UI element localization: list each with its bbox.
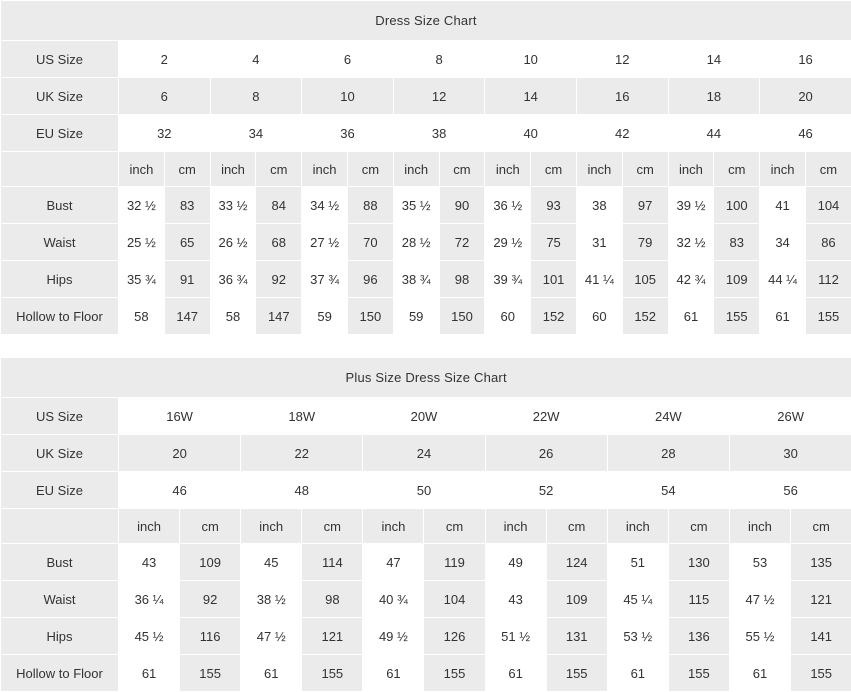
row-label-uk-size: UK Size [1,435,119,472]
table-cell: 58 [210,298,256,335]
table-cell: 10 [302,78,394,115]
table-cell: 50 [363,472,485,509]
unit-cell: inch [363,509,424,544]
table-cell: 90 [439,187,485,224]
table-cell: 61 [760,298,806,335]
table-cell: 46 [119,472,241,509]
table-cell: 42 [576,115,668,152]
table-cell: 130 [668,544,729,581]
row-label-hips: Hips [1,261,119,298]
chart-title: Plus Size Dress Size Chart [1,358,851,398]
table-cell: 88 [347,187,393,224]
table-cell: 96 [347,261,393,298]
table-cell: 40 [485,115,577,152]
table-cell: 155 [805,298,851,335]
table-cell: 30 [729,435,851,472]
unit-cell: inch [210,152,256,187]
table-cell: 51 [607,544,668,581]
table-cell: 35 ¾ [119,261,165,298]
dress-size-chart-table [0,0,851,335]
table-cell: 131 [546,618,607,655]
table-cell: 100 [714,187,760,224]
table-cell: 109 [180,544,241,581]
table-cell: 47 [363,544,424,581]
table-cell: 29 ½ [485,224,531,261]
row-label-hips: Hips [1,618,119,655]
table-cell: 43 [119,544,180,581]
table-cell: 49 [485,544,546,581]
table-cell: 2 [119,41,211,78]
unit-cell: inch [241,509,302,544]
table-cell: 43 [485,581,546,618]
table-cell: 70 [347,224,393,261]
table-cell: 16 [576,78,668,115]
table-cell: 147 [256,298,302,335]
table-row [1,509,851,544]
table-cell: 121 [791,581,851,618]
unit-cell: inch [393,152,439,187]
row-label-us-size: US Size [1,398,119,435]
table-cell: 34 [760,224,806,261]
table-row [1,1,851,41]
table-row [1,618,851,655]
table-cell: 60 [576,298,622,335]
unit-cell: cm [439,152,485,187]
table-cell: 119 [424,544,485,581]
unit-cell: cm [668,509,729,544]
row-label-waist: Waist [1,581,119,618]
table-cell: 109 [546,581,607,618]
table-cell: 86 [805,224,851,261]
table-cell: 58 [119,298,165,335]
table-cell: 8 [210,78,302,115]
unit-cell: cm [347,152,393,187]
table-cell: 56 [729,472,851,509]
unit-cell: inch [119,152,165,187]
table-cell: 36 ½ [485,187,531,224]
row-label-bust: Bust [1,544,119,581]
table-cell: 47 ½ [241,618,302,655]
table-row [1,41,851,78]
table-cell: 12 [576,41,668,78]
row-label-uk-size: UK Size [1,78,119,115]
table-cell: 38 [576,187,622,224]
table-cell: 32 ½ [668,224,714,261]
table-cell: 20 [760,78,851,115]
unit-cell: cm [424,509,485,544]
table-cell: 10 [485,41,577,78]
table-cell: 59 [302,298,348,335]
table-cell: 105 [622,261,668,298]
table-row [1,435,851,472]
table-cell: 155 [424,655,485,692]
table-cell: 61 [119,655,180,692]
table-cell: 27 ½ [302,224,348,261]
unit-cell: inch [119,509,180,544]
table-cell: 92 [256,261,302,298]
table-cell: 93 [531,187,577,224]
table-cell: 26 ½ [210,224,256,261]
row-label-empty [1,509,119,544]
table-cell: 32 ½ [119,187,165,224]
table-cell: 84 [256,187,302,224]
table-cell: 38 ¾ [393,261,439,298]
table-cell: 34 ½ [302,187,348,224]
table-cell: 98 [302,581,363,618]
table-cell: 6 [302,41,394,78]
table-cell: 14 [485,78,577,115]
table-row [1,224,851,261]
table-cell: 26 [485,435,607,472]
table-cell: 155 [668,655,729,692]
row-label-eu-size: EU Size [1,115,119,152]
table-cell: 155 [546,655,607,692]
table-cell: 152 [622,298,668,335]
table-row [1,398,851,435]
table-cell: 49 ½ [363,618,424,655]
table-cell: 104 [424,581,485,618]
table-cell: 112 [805,261,851,298]
table-cell: 91 [164,261,210,298]
table-cell: 61 [363,655,424,692]
table-row [1,187,851,224]
table-cell: 51 ½ [485,618,546,655]
table-cell: 155 [180,655,241,692]
table-cell: 75 [531,224,577,261]
dress-size-chart [0,0,851,335]
table-cell: 34 [210,115,302,152]
table-cell: 136 [668,618,729,655]
table-cell: 155 [714,298,760,335]
chart-title: Dress Size Chart [1,1,851,41]
table-cell: 155 [302,655,363,692]
row-label-hollow-to-floor: Hollow to Floor [1,655,119,692]
unit-cell: inch [760,152,806,187]
section-divider [0,335,851,357]
table-cell: 26W [729,398,851,435]
table-cell: 14 [668,41,760,78]
unit-cell: inch [607,509,668,544]
table-cell: 44 ¼ [760,261,806,298]
row-label-bust: Bust [1,187,119,224]
table-cell: 39 ¾ [485,261,531,298]
row-label-waist: Waist [1,224,119,261]
table-cell: 150 [347,298,393,335]
plus-size-dress-chart-table [0,357,851,692]
table-cell: 68 [256,224,302,261]
table-cell: 35 ½ [393,187,439,224]
table-cell: 44 [668,115,760,152]
table-row [1,78,851,115]
table-cell: 60 [485,298,531,335]
table-cell: 6 [119,78,211,115]
unit-cell: inch [576,152,622,187]
table-cell: 59 [393,298,439,335]
table-cell: 114 [302,544,363,581]
table-cell: 31 [576,224,622,261]
table-cell: 45 ½ [119,618,180,655]
table-cell: 121 [302,618,363,655]
table-row [1,115,851,152]
unit-cell: cm [531,152,577,187]
table-cell: 16W [119,398,241,435]
table-cell: 18 [668,78,760,115]
table-cell: 36 ¾ [210,261,256,298]
unit-cell: cm [302,509,363,544]
table-cell: 98 [439,261,485,298]
table-cell: 150 [439,298,485,335]
table-cell: 36 ¼ [119,581,180,618]
table-cell: 72 [439,224,485,261]
table-row [1,581,851,618]
table-row [1,298,851,335]
table-cell: 135 [791,544,851,581]
table-cell: 38 ½ [241,581,302,618]
table-cell: 41 ¼ [576,261,622,298]
table-cell: 104 [805,187,851,224]
table-cell: 41 [760,187,806,224]
table-cell: 32 [119,115,211,152]
table-cell: 152 [531,298,577,335]
row-label-empty [1,152,119,187]
row-label-eu-size: EU Size [1,472,119,509]
table-cell: 52 [485,472,607,509]
table-cell: 28 ½ [393,224,439,261]
unit-cell: cm [714,152,760,187]
plus-size-dress-chart [0,357,851,692]
table-cell: 61 [668,298,714,335]
table-cell: 147 [164,298,210,335]
table-cell: 42 ¾ [668,261,714,298]
table-cell: 46 [760,115,851,152]
table-cell: 45 [241,544,302,581]
table-cell: 79 [622,224,668,261]
table-cell: 39 ½ [668,187,714,224]
unit-cell: inch [485,152,531,187]
unit-cell: inch [668,152,714,187]
table-cell: 22W [485,398,607,435]
table-row [1,152,851,187]
table-cell: 97 [622,187,668,224]
unit-cell: cm [622,152,668,187]
table-row [1,261,851,298]
table-cell: 126 [424,618,485,655]
table-cell: 45 ¼ [607,581,668,618]
table-cell: 36 [302,115,394,152]
table-row [1,472,851,509]
table-cell: 53 ½ [607,618,668,655]
table-cell: 83 [164,187,210,224]
table-cell: 47 ½ [729,581,790,618]
table-cell: 116 [180,618,241,655]
table-cell: 37 ¾ [302,261,348,298]
table-cell: 155 [791,655,851,692]
unit-cell: cm [164,152,210,187]
table-cell: 24W [607,398,729,435]
table-cell: 12 [393,78,485,115]
table-cell: 92 [180,581,241,618]
table-cell: 124 [546,544,607,581]
table-cell: 8 [393,41,485,78]
table-cell: 20W [363,398,485,435]
table-cell: 65 [164,224,210,261]
row-label-us-size: US Size [1,41,119,78]
row-label-hollow-to-floor: Hollow to Floor [1,298,119,335]
table-cell: 61 [607,655,668,692]
table-cell: 83 [714,224,760,261]
table-cell: 53 [729,544,790,581]
table-cell: 18W [241,398,363,435]
table-cell: 48 [241,472,363,509]
table-cell: 61 [485,655,546,692]
table-cell: 61 [729,655,790,692]
table-cell: 141 [791,618,851,655]
table-cell: 24 [363,435,485,472]
table-cell: 16 [760,41,851,78]
table-cell: 33 ½ [210,187,256,224]
table-cell: 54 [607,472,729,509]
table-row [1,544,851,581]
table-cell: 20 [119,435,241,472]
table-cell: 25 ½ [119,224,165,261]
unit-cell: cm [805,152,851,187]
unit-cell: cm [180,509,241,544]
table-cell: 22 [241,435,363,472]
table-cell: 55 ½ [729,618,790,655]
table-cell: 28 [607,435,729,472]
table-row [1,358,851,398]
unit-cell: inch [729,509,790,544]
table-cell: 115 [668,581,729,618]
unit-cell: cm [791,509,851,544]
unit-cell: inch [302,152,348,187]
table-row [1,655,851,692]
unit-cell: inch [485,509,546,544]
unit-cell: cm [546,509,607,544]
table-cell: 38 [393,115,485,152]
table-cell: 4 [210,41,302,78]
table-cell: 61 [241,655,302,692]
unit-cell: cm [256,152,302,187]
table-cell: 40 ¾ [363,581,424,618]
table-cell: 101 [531,261,577,298]
table-cell: 109 [714,261,760,298]
